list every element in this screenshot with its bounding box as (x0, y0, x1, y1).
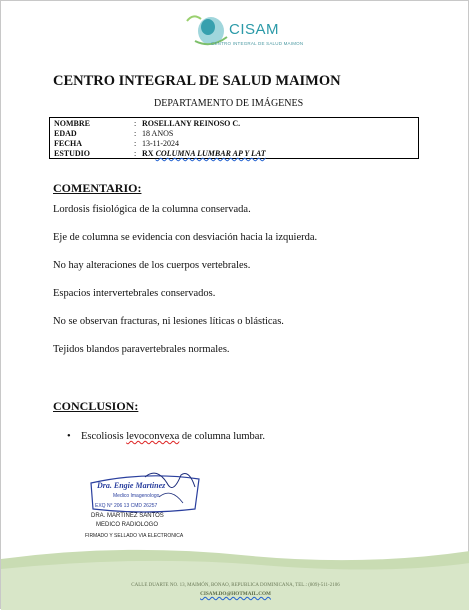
comment-heading: COMENTARIO: (53, 181, 142, 195)
doctor-stamp-signature (85, 469, 205, 517)
study-prefix: RX (142, 149, 156, 158)
logo-subtitle: CENTRO INTEGRAL DE SALUD MAIMON (211, 41, 304, 46)
comment-line: No hay alteraciones de los cuerpos vertebrales. (53, 260, 251, 271)
comment-line: Lordosis fisiológica de la columna conservada. (53, 204, 251, 215)
stamp-name: Dra. Engie Martinez (97, 481, 166, 490)
patient-row-date (54, 139, 179, 149)
patient-row-name (54, 119, 240, 129)
study-value (142, 149, 266, 159)
date-value: 13-11-2024 (142, 139, 180, 148)
bullet-icon: • (67, 431, 71, 442)
comment-line: No se observan fracturas, ni lesiones líticas o blásticas. (53, 316, 284, 327)
comment-line: Eje de columna se evidencia con desviación hacia la izquierda. (53, 232, 318, 243)
patient-row-age (54, 129, 173, 139)
conclusion-text-marked: levoconvexa (126, 431, 180, 442)
conclusion-text-end: de columna lumbar. (179, 431, 266, 442)
age-value: 18 ANOS (142, 129, 174, 138)
study-detail: COLUMNA LUMBAR AP Y LAT (155, 149, 266, 158)
conclusion-heading: CONCLUSION: (53, 399, 139, 413)
logo-name: CISAM (229, 21, 280, 38)
footer-wave (1, 541, 469, 610)
patient-info-box (49, 117, 419, 159)
patient-row-study (54, 149, 266, 159)
age-label: EDAD (54, 129, 77, 138)
separator: : (134, 119, 137, 128)
clinic-title: CENTRO INTEGRAL DE SALUD MAIMON (53, 73, 341, 89)
doctor-role: MEDICO RADIOLOGO (96, 522, 159, 528)
conclusion-text-start: Escoliosis (81, 431, 127, 442)
separator: : (134, 129, 137, 138)
doctor-name: DRA. MARTINEZ SANTOS (91, 513, 164, 519)
stamp-role: Medico Imagenologo (113, 493, 160, 499)
name-value: ROSELLANY REINOSO C. (142, 119, 241, 128)
name-label: NOMBRE (54, 119, 90, 128)
study-label: ESTUDIO (54, 149, 91, 158)
comment-line: Tejidos blandos paravertebrales normales. (53, 344, 230, 355)
separator: : (134, 139, 137, 148)
stamp-exq: EXQ N° 206 13 CMD 26257 (95, 503, 158, 509)
comment-line: Espacios intervertebrales conservados. (53, 288, 216, 299)
footer-email-link[interactable]: CISAM.DO@HOTMAIL.COM (200, 591, 271, 597)
footer-address: CALLE DUARTE NO. 13, MAIMÓN, BONAO, REPUBLICA DOMINICANA, TEL.: (809)-511-2106 (131, 583, 340, 588)
signed-note: FIRMADO Y SELLADO VIA ELECTRONICA (85, 533, 184, 539)
conclusion-item (67, 431, 265, 442)
footer-email[interactable] (1, 591, 469, 597)
date-label: FECHA (54, 139, 82, 148)
department-title: DEPARTAMENTO DE IMÁGENES (154, 98, 304, 109)
separator: : (134, 149, 137, 158)
